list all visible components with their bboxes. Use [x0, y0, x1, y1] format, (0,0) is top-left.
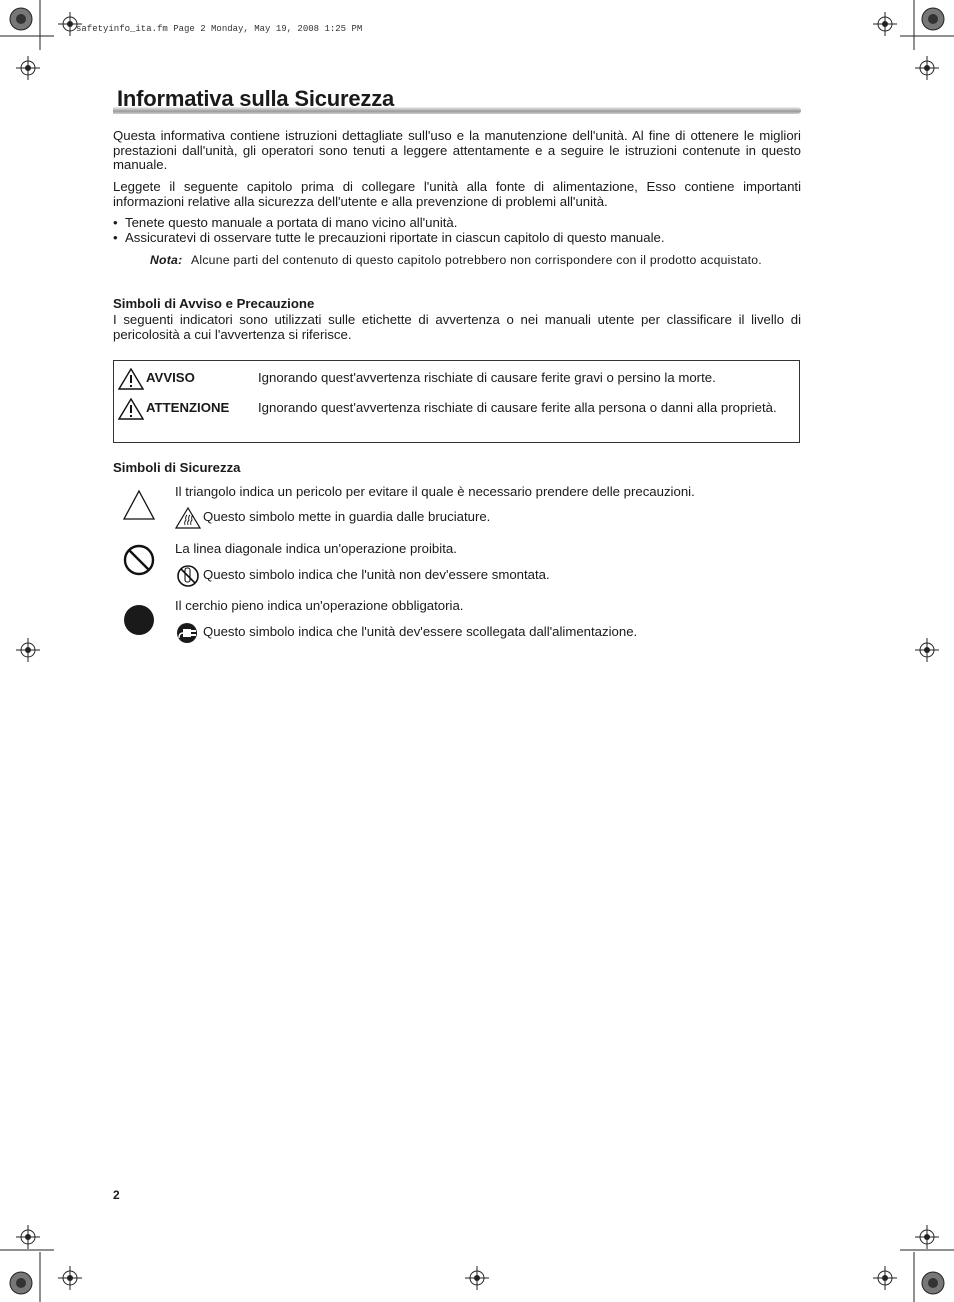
print-header: safetyinfo_ita.fm Page 2 Monday, May 19, 2008 1:25 PM [76, 24, 363, 34]
registration-target-icon [915, 1225, 939, 1249]
safety-item-subtext: Questo simbolo mette in guardia dalle bruciature. [203, 509, 491, 525]
safety-heading: Simboli di Sicurezza [113, 460, 241, 475]
warning-description: Ignorando quest'avvertenza rischiate di causare ferite gravi o persino la morte. [258, 370, 716, 385]
page-number: 2 [113, 1188, 120, 1202]
bullet-item: • Tenete questo manuale a portata di mano vicino all'unità. [113, 216, 801, 231]
intro-paragraph-2: Leggete il seguente capitolo prima di collegare l'unità alla fonte di alimentazione, Esso contiene importanti informazioni relative alla sicurezza dell'utente e alla prevenzione di problemi all'unità. [113, 179, 801, 209]
registration-target-icon [873, 12, 897, 36]
note-text: Alcune parti del contenuto di questo capitolo potrebbero non corrispondere con il prodotto acquistato. [191, 253, 762, 267]
color-bar-starburst-icon [8, 1270, 34, 1296]
warning-label: AVVISO [146, 370, 195, 385]
intro-paragraph-1: Questa informativa contiene istruzioni dettagliate sull'uso e la manutenzione dell'unità. Al fine di ottenere le migliori prestazioni dall'unità, gli operatori sono tenuti a leggere attentamente e a seguire le istruzioni contenute in questo manuale. [113, 128, 801, 172]
registration-target-icon [16, 56, 40, 80]
registration-target-icon [58, 1266, 82, 1290]
registration-target-icon [465, 1266, 489, 1290]
color-bar-starburst-icon [920, 1270, 946, 1296]
registration-target-icon [873, 1266, 897, 1290]
registration-target-icon [915, 56, 939, 80]
note-label: Nota: [150, 253, 183, 267]
safety-item-text: La linea diagonale indica un'operazione proibita. [175, 541, 457, 556]
bullet-item: • Assicuratevi di osservare tutte le precauzioni riportate in ciascun capitolo di questo manuale. [113, 231, 801, 246]
page-title: Informativa sulla Sicurezza [117, 86, 395, 111]
color-bar-starburst-icon [8, 6, 34, 32]
safety-item-text: Il cerchio pieno indica un'operazione obbligatoria. [175, 598, 464, 613]
warning-label: ATTENZIONE [146, 400, 230, 415]
safety-item-text: Il triangolo indica un pericolo per evitare il quale è necessario prendere delle precauzioni. [175, 484, 695, 499]
warning-description: Ignorando quest'avvertenza rischiate di causare ferite alla persona o danni alla proprietà. [258, 400, 777, 415]
color-bar-starburst-icon [920, 6, 946, 32]
registration-target-icon [915, 638, 939, 662]
registration-target-icon [16, 638, 40, 662]
safety-item-subtext: Questo simbolo indica che l'unità non dev'essere smontata. [203, 567, 550, 583]
warning-heading: Simboli di Avviso e Precauzione [113, 296, 315, 311]
warning-intro: I seguenti indicatori sono utilizzati sulle etichette di avvertenza o nei manuali utente per classificare il livello di pericolosità a cui l'avvertenza si riferisce. [113, 312, 801, 342]
safety-item-subtext: Questo simbolo indica che l'unità dev'essere scollegata dall'alimentazione. [203, 624, 638, 640]
registration-target-icon [16, 1225, 40, 1249]
registration-target-icon [58, 12, 82, 36]
